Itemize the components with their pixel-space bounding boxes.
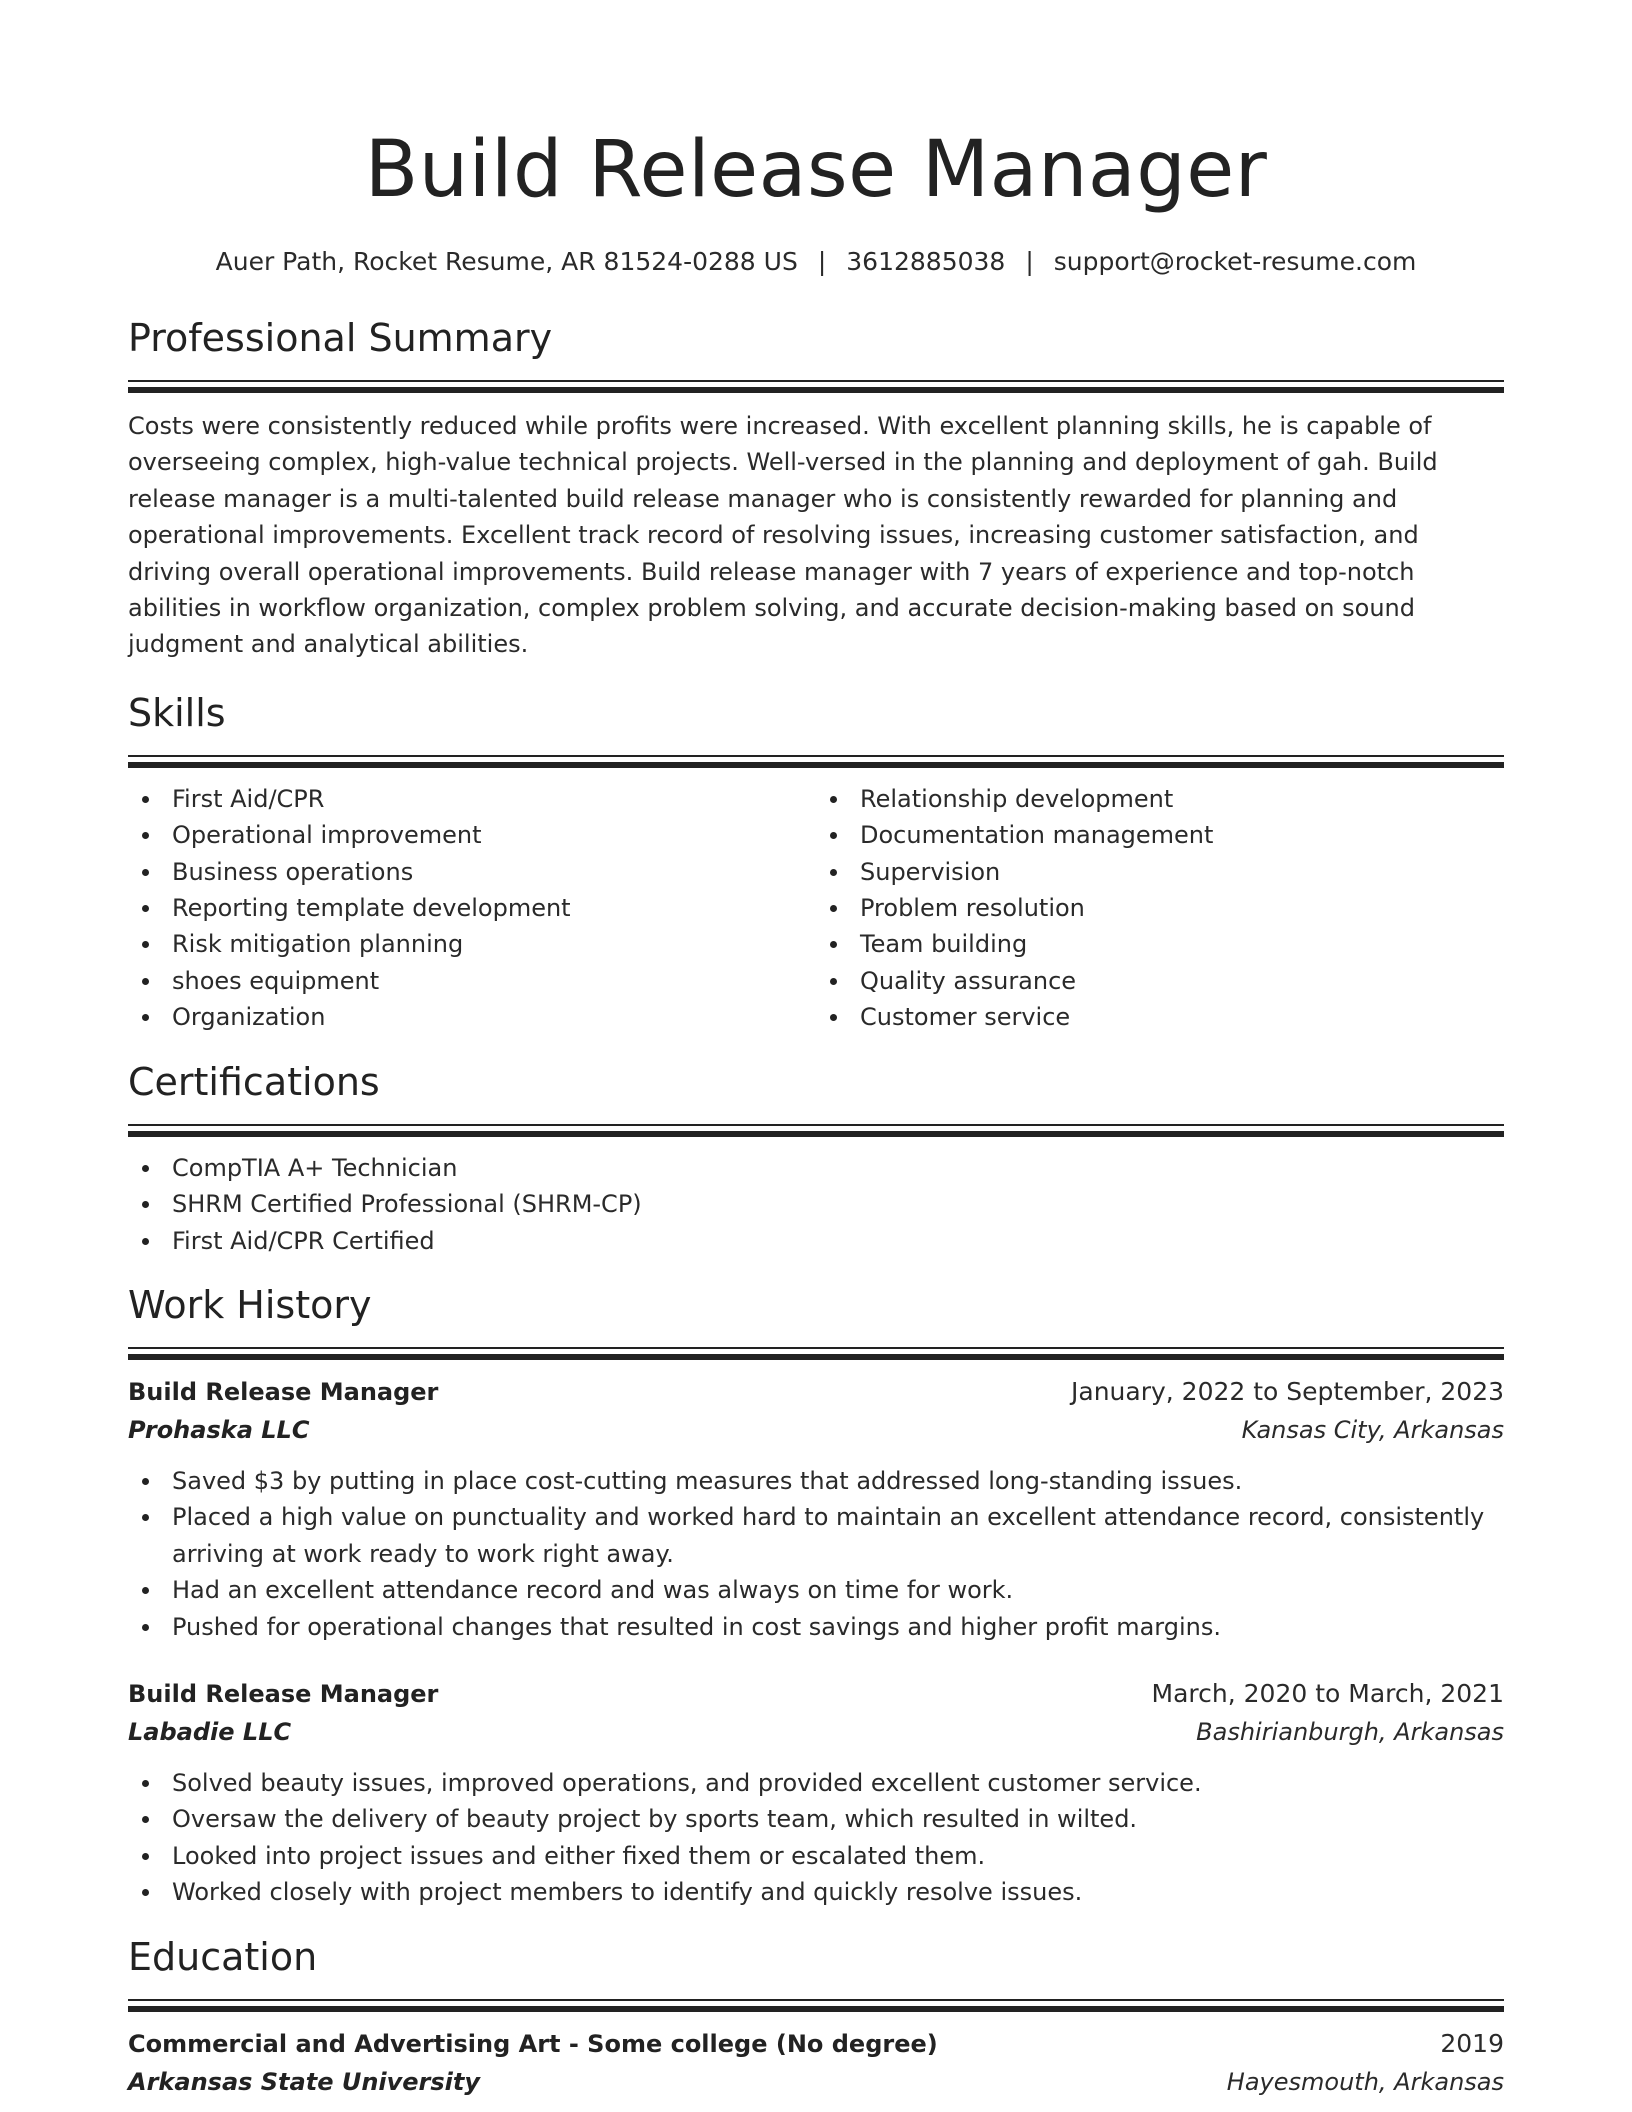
- contact-separator: |: [817, 247, 827, 276]
- job-bullet: Oversaw the delivery of beauty project by sports team, which resulted in wilted.: [128, 1801, 1504, 1837]
- job-header: [128, 1675, 1504, 1713]
- section-divider: [128, 1347, 1504, 1359]
- skills-grid: [128, 781, 1504, 1036]
- summary-section: [128, 314, 1504, 663]
- section-divider: [128, 1124, 1504, 1136]
- skills-left-list: [128, 781, 816, 1036]
- job-dates: March, 2020 to March, 2021: [1151, 1678, 1504, 1708]
- contact-email: support@rocket-resume.com: [1053, 247, 1417, 276]
- job-bullet: Solved beauty issues, improved operations, and provided excellent customer service.: [128, 1765, 1504, 1801]
- skill-item: Problem resolution: [816, 890, 1504, 926]
- job-title: Build Release Manager: [128, 1377, 439, 1406]
- job-header: [128, 1373, 1504, 1411]
- education-degree: Commercial and Advertising Art - Some college (No degree): [128, 2029, 938, 2058]
- section-title-work: Work History: [128, 1282, 372, 1327]
- job-subheader: [128, 1713, 1504, 1751]
- section-divider: [128, 755, 1504, 767]
- education-year: 2019: [1440, 2028, 1504, 2058]
- skill-item: Documentation management: [816, 817, 1504, 853]
- skill-item: First Aid/CPR: [128, 781, 816, 817]
- summary-text: Costs were consistently reduced while profits were increased. With excellent planning skills, he is capable of overseeing complex, high-value technical projects. Well-versed in the planning and deployment of gah. Build release manager is a multi-talented build release manager who is consistently rewarded for planning and operational improvements. Excellent track record of resolving issues, increasing customer satisfaction, and driving overall operational improvements. Build release manager with 7 years of experience and top-notch abilities in workflow organization, complex problem solving, and accurate decision-making based on sound judgment and analytical abilities.: [128, 412, 1438, 659]
- job-location: Bashirianburgh, Arkansas: [1196, 1717, 1504, 1746]
- education-school: Arkansas State University: [128, 2067, 481, 2096]
- skill-item: Operational improvement: [128, 817, 816, 853]
- job-bullets: [128, 1765, 1504, 1911]
- skill-item: Organization: [128, 999, 816, 1035]
- skill-item: Business operations: [128, 854, 816, 890]
- certification-item: CompTIA A+ Technician: [128, 1150, 1504, 1186]
- section-title-education: Education: [128, 1934, 318, 1979]
- certification-item: SHRM Certified Professional (SHRM-CP): [128, 1186, 1504, 1222]
- job-company: Labadie LLC: [128, 1717, 292, 1746]
- education-subheader: [128, 2063, 1504, 2101]
- job-company: Prohaska LLC: [128, 1415, 310, 1444]
- education-header: [128, 2025, 1504, 2063]
- job-bullet: Had an excellent attendance record and was always on time for work.: [128, 1572, 1504, 1608]
- skill-item: Team building: [816, 926, 1504, 962]
- education-location: Hayesmouth, Arkansas: [1226, 2067, 1504, 2096]
- certifications-list: [128, 1150, 1504, 1259]
- job-bullet: Pushed for operational changes that resulted in cost savings and higher profit margins.: [128, 1609, 1504, 1645]
- certification-item: First Aid/CPR Certified: [128, 1223, 1504, 1259]
- job-title: Build Release Manager: [128, 1679, 439, 1708]
- skill-item: shoes equipment: [128, 963, 816, 999]
- skill-item: Quality assurance: [816, 963, 1504, 999]
- skills-right-list: [816, 781, 1504, 1036]
- job-entry: [128, 1675, 1504, 1911]
- job-subheader: [128, 1411, 1504, 1449]
- section-title-skills: Skills: [128, 690, 226, 735]
- job-bullet: Saved $3 by putting in place cost-cutting measures that addressed long-standing issues.: [128, 1463, 1504, 1499]
- job-bullet: Looked into project issues and either fixed them or escalated them.: [128, 1838, 1504, 1874]
- certifications-section: [128, 1058, 1504, 1259]
- skill-item: Risk mitigation planning: [128, 926, 816, 962]
- skills-section: [128, 689, 1504, 1036]
- education-section: [128, 1933, 1504, 2101]
- contact-address: Auer Path, Rocket Resume, AR 81524-0288 US: [215, 247, 798, 276]
- job-bullets: [128, 1463, 1504, 1645]
- contact-separator: |: [1025, 247, 1034, 276]
- section-divider: [128, 1999, 1504, 2011]
- contact-line: [128, 244, 1504, 280]
- job-bullet: Placed a high value on punctuality and worked hard to maintain an excellent attendance record, consistently arriving at work ready to work right away.: [128, 1499, 1504, 1572]
- job-location: Kansas City, Arkansas: [1241, 1415, 1504, 1444]
- skill-item: Reporting template development: [128, 890, 816, 926]
- resume-name: Build Release Manager: [364, 125, 1268, 215]
- contact-phone: 3612885038: [846, 247, 1006, 276]
- section-title-certifications: Certifications: [128, 1059, 380, 1104]
- skill-item: Supervision: [816, 854, 1504, 890]
- skill-item: Relationship development: [816, 781, 1504, 817]
- job-bullet: Worked closely with project members to identify and quickly resolve issues.: [128, 1874, 1504, 1910]
- education-entry: [128, 2025, 1504, 2101]
- section-title-summary: Professional Summary: [128, 316, 553, 360]
- job-entry: [128, 1373, 1504, 1645]
- skill-item: Customer service: [816, 999, 1504, 1035]
- job-dates: January, 2022 to September, 2023: [1071, 1376, 1504, 1406]
- work-section: [128, 1281, 1504, 1911]
- section-divider: [128, 380, 1504, 392]
